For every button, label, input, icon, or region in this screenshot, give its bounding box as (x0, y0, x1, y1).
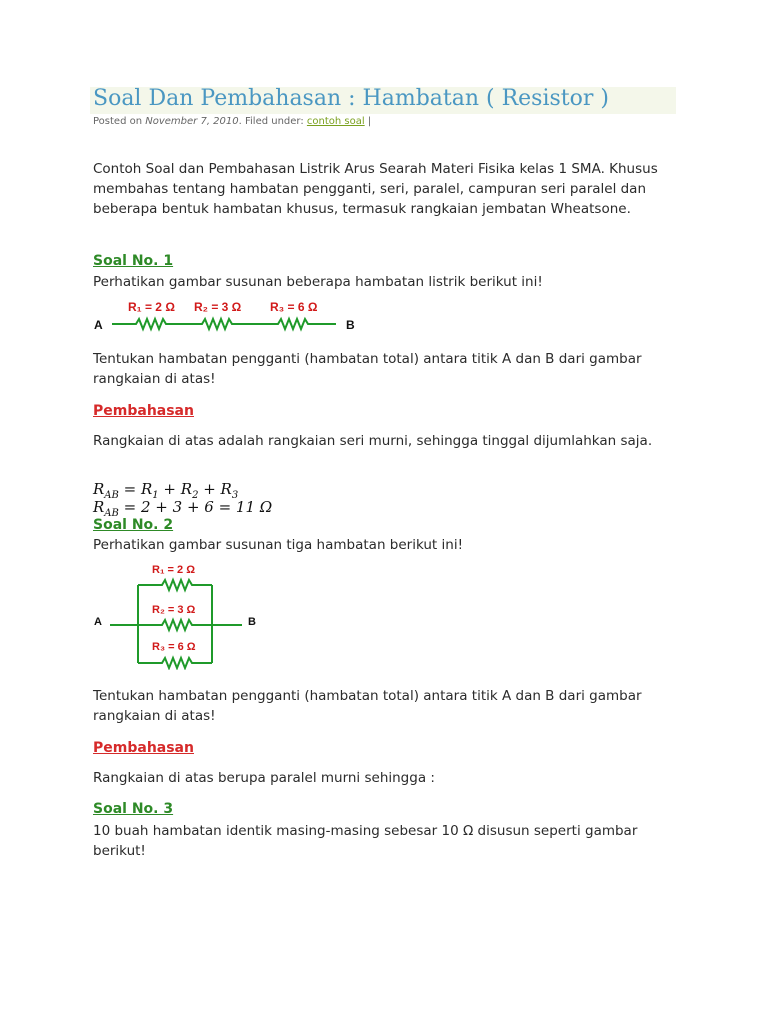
parallel-circuit-diagram (88, 558, 288, 670)
category-link[interactable]: contoh soal (306, 116, 365, 127)
soal-1-pembahasan-heading: Pembahasan (93, 403, 194, 419)
soal-2-question: Tentukan hambatan pengganti (hambatan total) antara titik A dan B dari gambar rangkaian di atas! (93, 688, 642, 724)
post-date: November 7, 2010 (145, 116, 239, 127)
soal-2-pembahasan-heading: Pembahasan (93, 740, 194, 756)
r3-label: R₃ = 6 Ω (152, 641, 196, 653)
series-wire (112, 319, 336, 329)
soal-2-text: Perhatikan gambar susunan tiga hambatan berikut ini! (93, 537, 463, 553)
meta-suffix: | (364, 116, 372, 127)
soal-2-pembahasan-text: Rangkaian di atas berupa paralel murni sehingga : (93, 770, 435, 786)
meta-prefix: Posted on (93, 116, 146, 127)
post-meta (93, 116, 371, 127)
node-b-label: B (346, 318, 355, 332)
parallel-wires (110, 580, 242, 668)
post-title[interactable]: Soal Dan Pembahasan : Hambatan ( Resistor ) (93, 86, 609, 111)
meta-filed: . Filed under: (238, 116, 307, 127)
series-circuit-diagram (88, 295, 368, 340)
soal-1-pembahasan-text: Rangkaian di atas adalah rangkaian seri murni, sehingga tinggal dijumlahkan saja. (93, 433, 653, 449)
intro-paragraph: Contoh Soal dan Pembahasan Listrik Arus Searah Materi Fisika kelas 1 SMA. Khusus membahas tentang hambatan pengganti, seri, paralel, campuran seri paralel dan beberapa bentuk hambatan khusus, termasuk rangkaian jembatan Wheatsone. (93, 161, 658, 217)
formula-line-2: $R_{AB} = 2 + 3 + 6 = 11$ Ω (93, 498, 273, 519)
soal-3-text: 10 buah hambatan identik masing-masing sebesar 10 Ω disusun seperti gambar berikut! (93, 823, 638, 859)
r1-label: R₁ = 2 Ω (128, 300, 175, 314)
soal-1-text: Perhatikan gambar susunan beberapa hambatan listrik berikut ini! (93, 274, 543, 290)
soal-1-question: Tentukan hambatan pengganti (hambatan total) antara titik A dan B dari gambar rangkaian di atas! (93, 351, 642, 387)
soal-2-heading: Soal No. 2 (93, 517, 174, 533)
r1-label: R₁ = 2 Ω (152, 564, 196, 576)
r2-label: R₂ = 3 Ω (152, 604, 196, 616)
node-a-label: A (94, 616, 102, 628)
soal-1-heading: Soal No. 1 (93, 253, 174, 269)
r2-label: R₂ = 3 Ω (194, 300, 242, 314)
r3-label: R₃ = 6 Ω (270, 300, 318, 314)
node-b-label: B (248, 616, 256, 628)
node-a-label: A (94, 318, 103, 332)
formula-line-1: $R_{AB} = R_1 + R_2 + R_3$ (93, 480, 239, 501)
soal-3-heading: Soal No. 3 (93, 801, 174, 817)
